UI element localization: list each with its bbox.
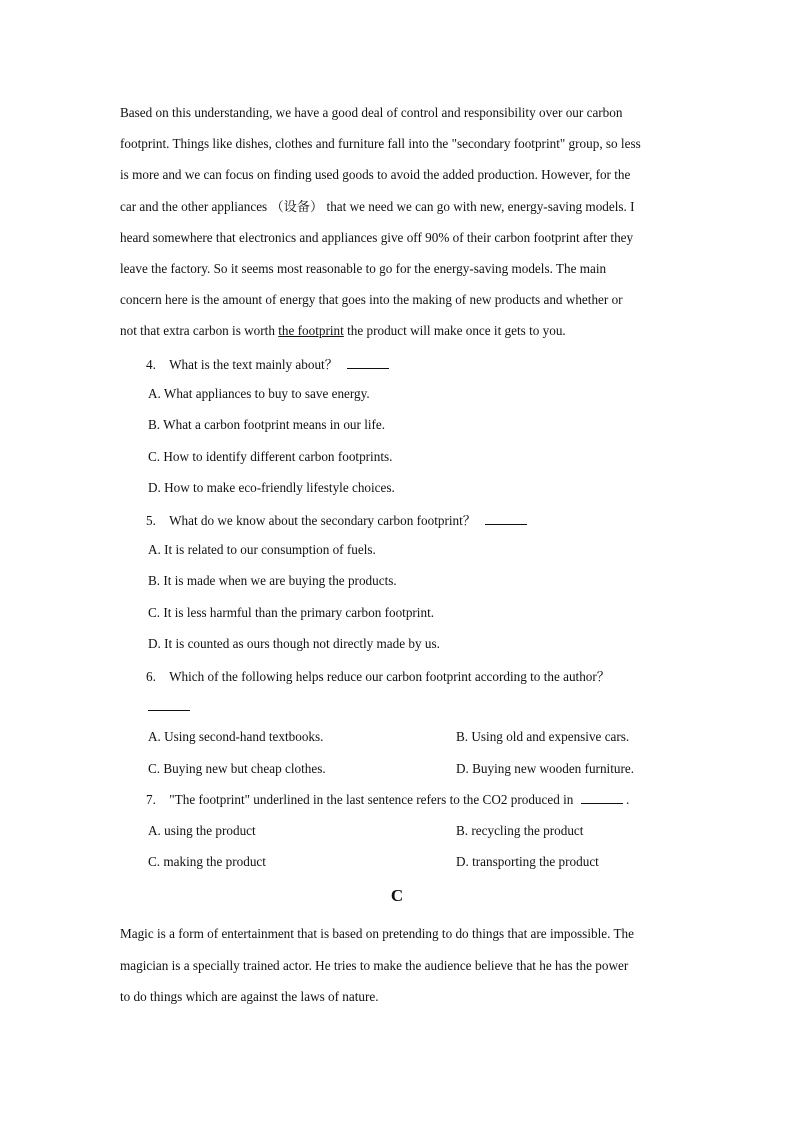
passage-text: the product will make once it gets to you. xyxy=(343,323,566,339)
option-c[interactable]: C. making the product xyxy=(148,854,266,869)
section-title: C xyxy=(390,886,404,905)
option-b[interactable]: B. It is made when we are buying the products. xyxy=(148,573,397,588)
passage-line: to do things which are against the laws of nature. xyxy=(120,989,379,1004)
passage-line: footprint. Things like dishes, clothes and furniture fall into the "secondary footprint" group, so less xyxy=(120,136,641,152)
passage-line: heard somewhere that electronics and appliances give off 90% of their carbon footprint after they xyxy=(120,229,634,245)
option-a[interactable]: A. What appliances to buy to save energy. xyxy=(148,386,370,401)
passage-last-line xyxy=(120,315,680,346)
option-a[interactable]: A. Using second-hand textbooks. xyxy=(148,729,324,744)
question-5 xyxy=(146,510,527,529)
question-number: 5. xyxy=(146,513,156,528)
option-c[interactable]: C. It is less harmful than the primary carbon footprint. xyxy=(148,605,435,620)
option-a[interactable]: A. using the product xyxy=(148,823,256,838)
question-end-punctuation: . xyxy=(625,792,630,807)
passage-line: is more and we can focus on finding used goods to avoid the added production. However, for the xyxy=(120,167,631,183)
question-4 xyxy=(146,354,389,373)
passage-line: leave the factory. So it seems most reasonable to go for the energy-saving models. The main xyxy=(120,261,607,277)
question-text: What is the text mainly about？ xyxy=(169,357,338,372)
question-text: "The footprint" underlined in the last sentence refers to the CO2 produced in xyxy=(169,792,574,807)
question-text: Which of the following helps reduce our carbon footprint according to the author？ xyxy=(169,669,610,684)
answer-blank[interactable] xyxy=(485,512,527,525)
option-c[interactable]: C. How to identify different carbon footprints. xyxy=(148,449,393,464)
section-c-paragraph xyxy=(120,918,680,1013)
option-a[interactable]: A. It is related to our consumption of fuels. xyxy=(148,542,376,557)
question-number: 6. xyxy=(146,669,156,684)
passage-text: not that extra carbon is worth xyxy=(120,323,279,339)
passage-line: car and the other appliances （设备） that we need we can go with new, energy-saving models. I xyxy=(120,198,635,214)
option-d[interactable]: D. How to make eco-friendly lifestyle choices. xyxy=(148,480,395,495)
answer-blank[interactable] xyxy=(347,356,389,369)
passage-line: magician is a specially trained actor. He tries to make the audience believe that he has the power xyxy=(120,957,629,973)
option-c[interactable]: C. Buying new but cheap clothes. xyxy=(148,761,326,776)
underlined-phrase: the footprint xyxy=(278,323,344,339)
passage-line: Magic is a form of entertainment that is based on pretending to do things that are impossible. The xyxy=(120,926,634,941)
question-text: What do we know about the secondary carbon footprint？ xyxy=(169,513,476,528)
option-b[interactable]: B. What a carbon footprint means in our life. xyxy=(148,417,386,432)
question-6 xyxy=(146,666,610,685)
option-d[interactable]: D. transporting the product xyxy=(456,854,599,869)
passage-line: concern here is the amount of energy that goes into the making of new products and whether or xyxy=(120,292,623,308)
option-b[interactable]: B. Using old and expensive cars. xyxy=(456,729,630,744)
option-d[interactable]: D. Buying new wooden furniture. xyxy=(456,761,634,776)
option-b[interactable]: B. recycling the product xyxy=(456,823,584,838)
option-d[interactable]: D. It is counted as ours though not directly made by us. xyxy=(148,636,440,651)
question-number: 4. xyxy=(146,357,156,372)
answer-blank[interactable] xyxy=(581,791,623,804)
passage-line: Based on this understanding, we have a good deal of control and responsibility over our carbon xyxy=(120,105,623,120)
answer-blank[interactable] xyxy=(148,698,190,711)
passage-paragraph xyxy=(120,97,680,347)
question-7 xyxy=(146,791,629,808)
question-number: 7. xyxy=(146,792,156,807)
